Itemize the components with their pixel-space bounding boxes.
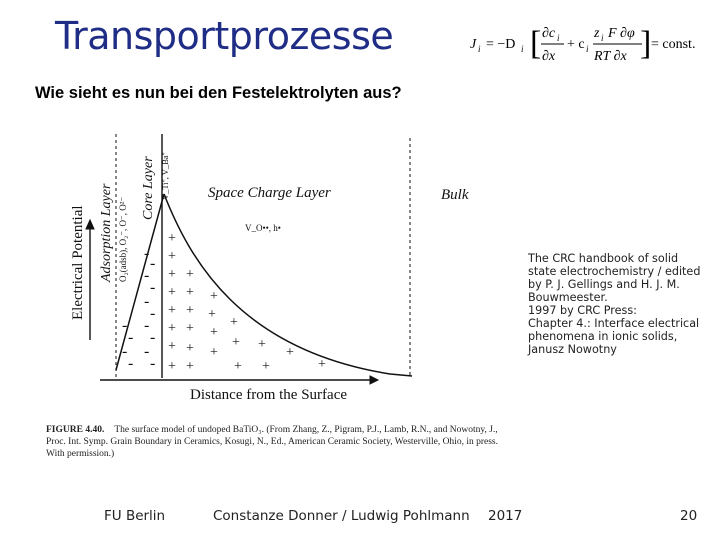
footer-page-number: 20 [680,508,698,524]
plus-charge-sign: + [210,345,218,360]
minus-charge-sign: - [128,329,134,346]
formula-c-sub: i [586,44,589,54]
plus-charge-sign: + [168,321,176,336]
plus-charge-sign: + [258,337,266,352]
space-charge-layer-label: Space Charge Layer [208,185,331,201]
plus-charge-sign: + [168,359,176,374]
formula-bracket-right: ] [640,25,652,62]
plus-charge-sign: + [168,249,176,264]
plus-charge-sign: + [168,285,176,300]
minus-charge-sign: - [150,355,156,372]
plus-charge-sign: + [186,321,194,336]
y-axis-label: Electrical Potential [70,205,86,320]
surface-model-figure [40,130,520,470]
minus-charge-sign: - [144,267,150,284]
formula-rhs: = const. [651,37,696,52]
plus-charge-sign: + [232,335,240,350]
citation-line: Janusz Nowotny [528,343,617,356]
minus-charge-sign: - [150,305,156,322]
citation-line: Chapter 4.: Interface electrical [528,317,700,330]
slide-subtitle: Wie sieht es nun bei den Festelektrolyten aus? [35,84,402,102]
x-axis-arrowhead [370,376,378,384]
plus-charge-sign: + [230,315,238,330]
formula-plus-c: + c [567,37,585,52]
minus-charge-sign: - [128,355,134,372]
plus-charge-sign: + [168,267,176,282]
formula-lhs: J [470,37,477,52]
plus-charge-sign: + [208,307,216,322]
minus-charge-sign: - [144,245,150,262]
formula-term2-num-sub: i [601,33,604,43]
core-layer-label: Core Layer [141,156,156,220]
plus-charge-sign: + [168,231,176,246]
minus-charge-sign: - [150,279,156,296]
minus-charge-sign: - [144,343,150,360]
formula-term1-den: ∂x [542,49,556,64]
citation-line: state electrochemistry / edited [528,265,701,278]
citation-line: by P. J. Gellings and H. J. M. [528,278,680,291]
figure-caption [46,424,516,460]
plus-charge-sign: + [262,359,270,374]
formula-d-sub: i [521,44,524,54]
minus-charge-sign: - [144,293,150,310]
minus-charge-sign: - [122,317,128,334]
formula-bracket-left: [ [530,25,542,62]
plus-charge-sign: + [186,359,194,374]
adsorption-species-label: O₂(adsb), O₂⁻, O⁻, O²⁻ [118,196,128,282]
adsorption-layer-label: Adsorption Layer [99,183,114,282]
citation-line: phenomena in ionic solids, [528,330,678,343]
plus-charge-sign: + [186,341,194,356]
positive-charge-signs [168,231,326,374]
formula-lhs-sub: i [478,44,481,54]
minus-charge-sign: - [144,317,150,334]
slide-title: Transportprozesse [55,14,394,58]
figure-caption-text: The surface model of undoped BaTiO₃. (From Zhang, Z., Pigram, P.J., Lamb, R.N., and Nowotny, J., Proc. Int. Symp. Grain Boundary in Ceramics, Kosugi, N., Ed., American Ceramic Society, Westerville, Ohio, in press. With permission.) [46,425,498,459]
formula-eq: = −D [486,37,516,52]
formula-term1-num: ∂c [542,26,556,41]
plus-charge-sign: + [286,345,294,360]
bulk-label: Bulk [441,187,469,203]
minus-charge-sign: - [150,255,156,272]
footer-institution: FU Berlin [104,508,166,524]
flux-equation [468,18,708,70]
book-citation [528,252,701,356]
plus-charge-sign: + [186,285,194,300]
space-charge-species-label: V_O••, h• [245,223,281,233]
footer-year: 2017 [488,508,523,524]
plus-charge-sign: + [234,359,242,374]
formula-term2-den: RT ∂x [594,49,627,64]
plus-charge-sign: + [168,303,176,318]
minus-charge-sign: - [150,329,156,346]
plus-charge-sign: + [210,289,218,304]
plus-charge-sign: + [210,325,218,340]
formula-term1-num-sub: i [557,33,560,43]
y-axis-arrowhead [86,220,94,229]
formula-term2-num-rest: F ∂φ [608,26,635,41]
figure-caption-label: FIGURE 4.40. [46,425,105,435]
minus-charge-sign: - [122,343,128,360]
citation-line: The CRC handbook of solid [528,252,679,265]
footer-authors: Constanze Donner / Ludwig Pohlmann [213,508,470,524]
core-species-label: V_Ti'', V_Ba'' [160,152,170,200]
citation-line: 1997 by CRC Press: [528,304,637,317]
x-axis-label: Distance from the Surface [190,387,348,403]
citation-line: Bouwmeester. [528,291,608,304]
plus-charge-sign: + [318,357,326,372]
plus-charge-sign: + [168,339,176,354]
plus-charge-sign: + [186,303,194,318]
formula-term2-num: z [594,26,600,41]
plus-charge-sign: + [186,267,194,282]
